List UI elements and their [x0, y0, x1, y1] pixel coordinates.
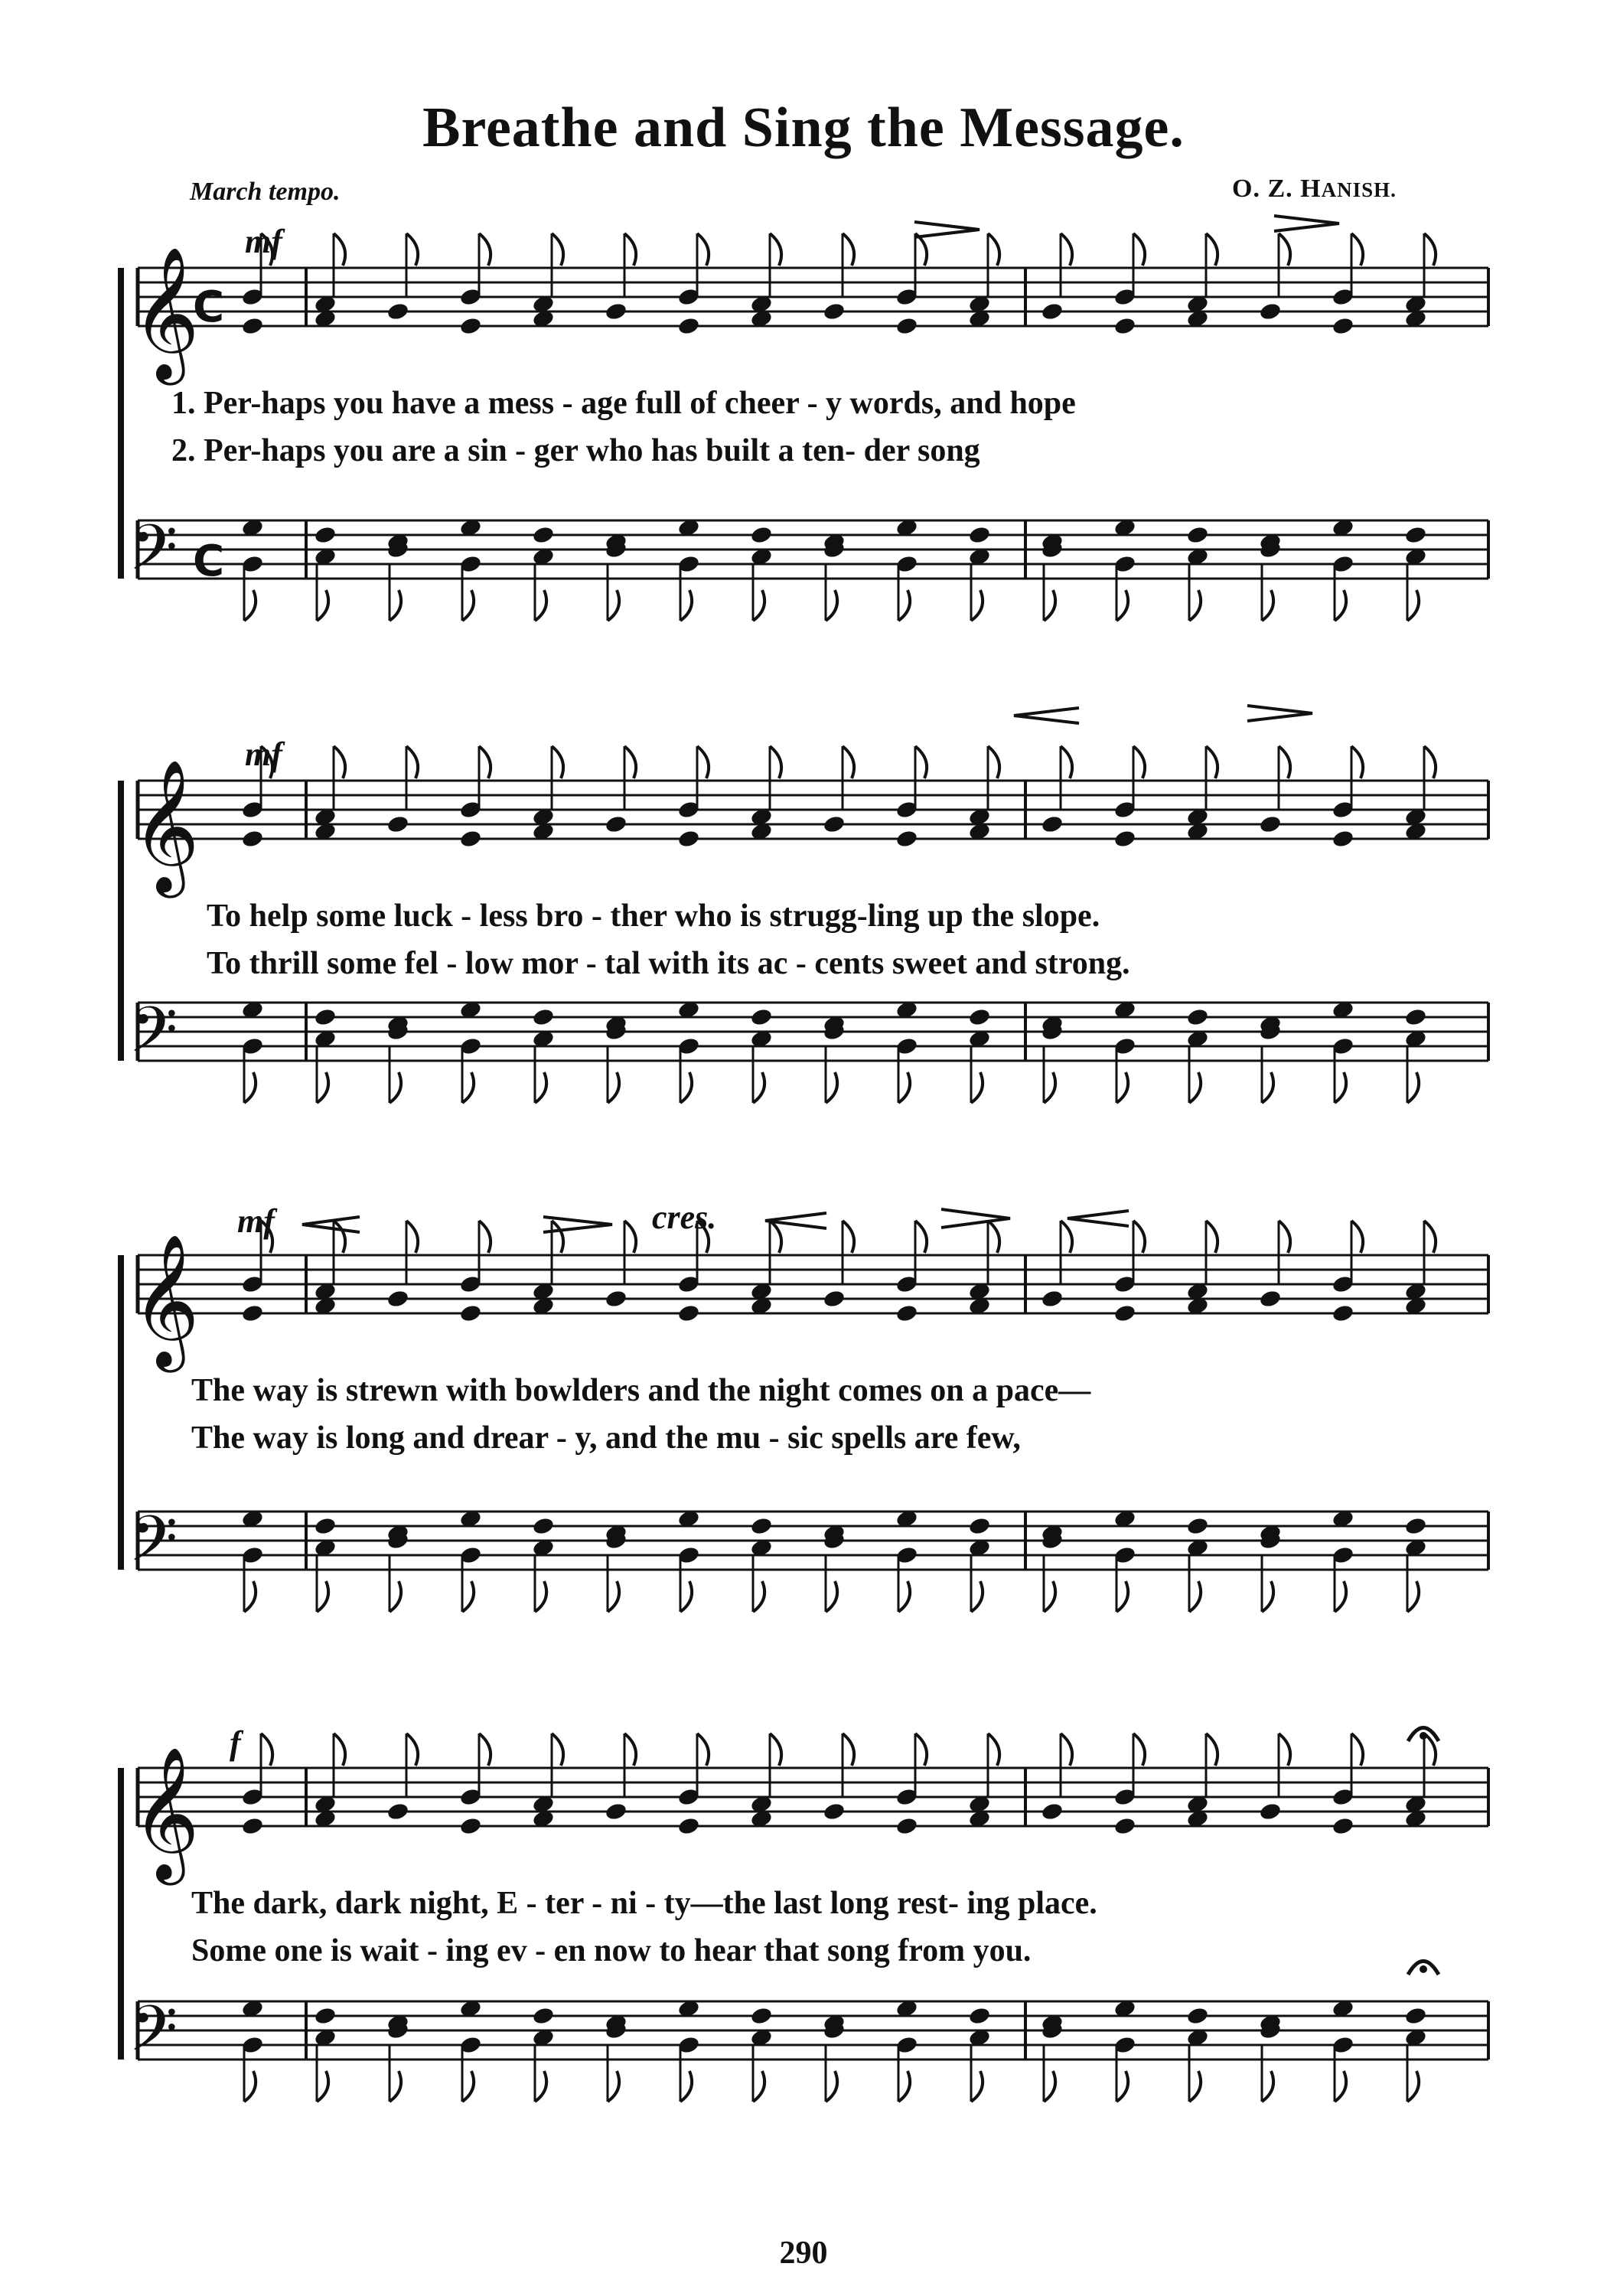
- note-flag: [390, 1072, 401, 1103]
- note-head: [1404, 1516, 1428, 1536]
- tempo-marking: March tempo.: [190, 178, 341, 206]
- note-flag: [1189, 1581, 1201, 1612]
- note-flag: [406, 1221, 418, 1253]
- verse-2-lyric: To thrill some fel - low mor - tal with its ac - cents sweet and strong.: [207, 946, 1130, 981]
- note-head: [1041, 1802, 1064, 1821]
- verse-2-lyric: Some one is wait - ing ev - en now to hear that song from you.: [191, 1933, 1032, 1968]
- note-flag: [843, 746, 854, 778]
- note-flag: [753, 1072, 764, 1103]
- note-flag: [390, 2071, 401, 2102]
- note-flag: [770, 1733, 781, 1766]
- note-flag: [915, 1221, 927, 1253]
- dynamic-mf-2: mf: [245, 735, 282, 773]
- note-head: [241, 1303, 265, 1323]
- bass-staff-4: [138, 1999, 1488, 2102]
- note-flag: [1262, 590, 1273, 621]
- note-head: [386, 302, 410, 321]
- note-flag: [479, 233, 491, 266]
- decrescendo-hairpin: [1274, 216, 1339, 231]
- note-head: [314, 1007, 337, 1027]
- note-flag: [479, 1733, 491, 1766]
- crescendo-hairpin: [1068, 1211, 1129, 1226]
- note-flag: [1407, 1072, 1419, 1103]
- note-flag: [244, 1072, 256, 1103]
- note-flag: [898, 590, 910, 621]
- note-head: [314, 1516, 337, 1536]
- note-flag: [1044, 1581, 1055, 1612]
- note-head: [386, 1289, 410, 1309]
- note-flag: [479, 1221, 491, 1253]
- crescendo-hairpin: [914, 222, 980, 237]
- verse-1-lyric: 1. Per-haps you have a mess - age full of cheer - y words, and hope: [171, 386, 1076, 421]
- note-flag: [1407, 1581, 1419, 1612]
- note-head: [1041, 302, 1064, 321]
- note-flag: [1189, 1072, 1201, 1103]
- note-head: [1404, 525, 1428, 545]
- note-head: [823, 1802, 846, 1821]
- note-head: [1186, 1007, 1210, 1027]
- note-flag: [915, 1733, 927, 1766]
- note-flag: [697, 233, 709, 266]
- note-head: [241, 1816, 265, 1836]
- note-flag: [462, 2071, 474, 2102]
- treble-staff-4: [138, 1733, 1488, 1836]
- dynamic-f-4: f: [230, 1724, 241, 1762]
- bass-clef-icon: 𝄢: [129, 993, 178, 1082]
- note-head: [241, 829, 265, 849]
- note-head: [241, 316, 265, 336]
- system-4: [129, 1724, 1488, 2102]
- note-flag: [680, 590, 692, 621]
- verse-2-lyric: The way is long and drear - y, and the mu - sic spells are few,: [191, 1420, 1021, 1456]
- note-flag: [462, 1581, 474, 1612]
- note-head: [386, 1802, 410, 1821]
- note-head: [1113, 1816, 1137, 1836]
- note-flag: [697, 1733, 709, 1766]
- note-flag: [680, 1072, 692, 1103]
- note-flag: [770, 746, 781, 778]
- note-head: [968, 1007, 992, 1027]
- crescendo-marking: cres.: [652, 1199, 717, 1236]
- note-flag: [898, 1581, 910, 1612]
- note-flag: [334, 1733, 345, 1766]
- bass-clef-icon: 𝄢: [129, 510, 178, 600]
- note-head: [823, 814, 846, 834]
- note-flag: [1116, 1581, 1128, 1612]
- note-flag: [843, 233, 854, 266]
- note-head: [823, 302, 846, 321]
- note-head: [605, 1802, 628, 1821]
- note-flag: [988, 746, 999, 778]
- crescendo-hairpin: [302, 1217, 360, 1232]
- note-flag: [680, 2071, 692, 2102]
- note-flag: [244, 1581, 256, 1612]
- note-flag: [390, 590, 401, 621]
- composer-surname-rest: ANISH.: [1321, 178, 1397, 201]
- note-flag: [479, 746, 491, 778]
- note-flag: [1206, 746, 1217, 778]
- note-flag: [244, 590, 256, 621]
- note-head: [968, 2006, 992, 2026]
- note-flag: [608, 2071, 619, 2102]
- note-flag: [552, 1221, 563, 1253]
- note-flag: [1061, 1733, 1072, 1766]
- treble-staff-3: [138, 1221, 1488, 1323]
- note-flag: [1335, 2071, 1346, 2102]
- note-head: [677, 829, 701, 849]
- bass-staff-1: [138, 518, 1488, 621]
- note-head: [1041, 814, 1064, 834]
- note-flag: [971, 590, 983, 621]
- note-flag: [406, 233, 418, 266]
- note-flag: [898, 2071, 910, 2102]
- note-head: [750, 2006, 774, 2026]
- note-flag: [624, 233, 636, 266]
- note-flag: [535, 1072, 546, 1103]
- note-head: [677, 316, 701, 336]
- note-flag: [843, 1733, 854, 1766]
- treble-staff-1: [138, 233, 1488, 336]
- note-head: [459, 316, 483, 336]
- note-head: [895, 829, 919, 849]
- treble-clef-icon: 𝄞: [132, 759, 200, 892]
- note-head: [1113, 829, 1137, 849]
- note-flag: [898, 1072, 910, 1103]
- note-flag: [1351, 1733, 1363, 1766]
- note-flag: [770, 233, 781, 266]
- note-head: [1404, 2006, 1428, 2026]
- note-flag: [1133, 1733, 1145, 1766]
- note-flag: [915, 746, 927, 778]
- fermata-dot: [1420, 1965, 1427, 1973]
- note-flag: [1424, 1221, 1436, 1253]
- note-head: [1332, 829, 1355, 849]
- note-flag: [1279, 233, 1290, 266]
- note-flag: [624, 746, 636, 778]
- composer-initials: O. Z.: [1232, 174, 1293, 203]
- note-flag: [552, 1733, 563, 1766]
- bass-staff-3: [138, 1509, 1488, 1612]
- note-flag: [1044, 1072, 1055, 1103]
- note-flag: [826, 1072, 837, 1103]
- note-flag: [535, 2071, 546, 2102]
- note-flag: [1116, 590, 1128, 621]
- note-flag: [624, 1221, 636, 1253]
- note-head: [1259, 814, 1283, 834]
- note-head: [1332, 1303, 1355, 1323]
- verse-1-lyric: To help some luck - less bro - ther who is strugg-ling up the slope.: [207, 899, 1100, 934]
- bass-clef-icon: 𝄢: [129, 1991, 178, 2081]
- note-head: [895, 1816, 919, 1836]
- note-flag: [1262, 1072, 1273, 1103]
- note-head: [1332, 1816, 1355, 1836]
- note-flag: [390, 1581, 401, 1612]
- note-flag: [1044, 590, 1055, 621]
- note-head: [1113, 316, 1137, 336]
- note-flag: [680, 1581, 692, 1612]
- bass-staff-2: [138, 1000, 1488, 1103]
- note-flag: [608, 590, 619, 621]
- bass-clef-icon: 𝄢: [129, 1502, 178, 1591]
- note-flag: [971, 1581, 983, 1612]
- composer-surname-initial: H: [1300, 174, 1322, 203]
- note-flag: [1335, 1072, 1346, 1103]
- note-flag: [462, 1072, 474, 1103]
- dynamic-mf-3: mf: [237, 1202, 275, 1240]
- note-flag: [317, 1072, 328, 1103]
- note-head: [968, 1516, 992, 1536]
- treble-clef-icon: 𝄞: [132, 1746, 200, 1880]
- fermata-dot: [1420, 1732, 1427, 1740]
- note-head: [532, 1007, 556, 1027]
- note-head: [532, 1516, 556, 1536]
- crescendo-hairpin: [1014, 708, 1079, 723]
- note-flag: [1351, 1221, 1363, 1253]
- note-flag: [1262, 1581, 1273, 1612]
- note-head: [677, 1303, 701, 1323]
- note-flag: [1189, 2071, 1201, 2102]
- note-flag: [843, 1221, 854, 1253]
- note-head: [895, 316, 919, 336]
- note-flag: [971, 2071, 983, 2102]
- note-flag: [552, 746, 563, 778]
- decrescendo-hairpin: [1247, 706, 1312, 721]
- note-flag: [826, 590, 837, 621]
- note-flag: [261, 1733, 272, 1766]
- note-flag: [244, 2071, 256, 2102]
- note-flag: [826, 2071, 837, 2102]
- note-flag: [406, 1733, 418, 1766]
- note-flag: [1206, 1733, 1217, 1766]
- note-flag: [1279, 1733, 1290, 1766]
- note-head: [1259, 1289, 1283, 1309]
- note-flag: [1335, 1581, 1346, 1612]
- note-flag: [1407, 2071, 1419, 2102]
- verse-2-lyric: 2. Per-haps you are a sin - ger who has built a ten- der song: [171, 433, 980, 468]
- note-flag: [608, 1581, 619, 1612]
- note-flag: [608, 1072, 619, 1103]
- note-flag: [334, 746, 345, 778]
- note-head: [605, 302, 628, 321]
- note-flag: [988, 1221, 999, 1253]
- note-flag: [1061, 746, 1072, 778]
- note-flag: [317, 2071, 328, 2102]
- note-flag: [1407, 590, 1419, 621]
- note-flag: [1424, 746, 1436, 778]
- note-head: [895, 1303, 919, 1323]
- note-flag: [1279, 746, 1290, 778]
- note-head: [459, 1303, 483, 1323]
- note-flag: [334, 1221, 345, 1253]
- note-head: [605, 1289, 628, 1309]
- note-flag: [1335, 590, 1346, 621]
- note-head: [750, 1007, 774, 1027]
- note-flag: [1133, 233, 1145, 266]
- note-flag: [988, 1733, 999, 1766]
- note-flag: [1116, 2071, 1128, 2102]
- note-head: [532, 2006, 556, 2026]
- note-head: [459, 1816, 483, 1836]
- note-flag: [1206, 1221, 1217, 1253]
- note-flag: [1189, 590, 1201, 621]
- note-head: [1186, 2006, 1210, 2026]
- note-flag: [406, 746, 418, 778]
- page-number: 290: [779, 2236, 828, 2271]
- note-head: [677, 1816, 701, 1836]
- note-flag: [1279, 1221, 1290, 1253]
- note-head: [605, 814, 628, 834]
- note-flag: [535, 590, 546, 621]
- note-flag: [1424, 233, 1436, 266]
- note-head: [750, 1516, 774, 1536]
- note-head: [1332, 316, 1355, 336]
- note-flag: [1206, 233, 1217, 266]
- note-flag: [535, 1581, 546, 1612]
- common-time-icon: C: [193, 536, 225, 586]
- note-flag: [1133, 746, 1145, 778]
- note-head: [1186, 1516, 1210, 1536]
- note-flag: [753, 2071, 764, 2102]
- note-flag: [1044, 2071, 1055, 2102]
- system-3: [129, 1199, 1488, 1612]
- verse-1-lyric: The dark, dark night, E - ter - ni - ty—the last long rest- ing place.: [191, 1886, 1097, 1921]
- dynamic-mf-1: mf: [245, 223, 282, 260]
- note-head: [968, 525, 992, 545]
- note-flag: [697, 746, 709, 778]
- note-flag: [317, 590, 328, 621]
- note-flag: [1351, 233, 1363, 266]
- note-flag: [1116, 1072, 1128, 1103]
- note-head: [314, 2006, 337, 2026]
- note-head: [314, 525, 337, 545]
- verse-1-lyric: The way is strewn with bowlders and the night comes on a pace—: [191, 1373, 1091, 1408]
- treble-clef-icon: 𝄞: [132, 1234, 200, 1367]
- treble-clef-icon: 𝄞: [132, 246, 200, 380]
- note-flag: [1133, 1221, 1145, 1253]
- note-flag: [1061, 233, 1072, 266]
- note-flag: [1061, 1221, 1072, 1253]
- note-head: [386, 814, 410, 834]
- note-flag: [826, 1581, 837, 1612]
- note-flag: [462, 590, 474, 621]
- note-head: [1113, 1303, 1137, 1323]
- note-flag: [334, 233, 345, 266]
- note-head: [1041, 1289, 1064, 1309]
- treble-staff-2: [138, 746, 1488, 849]
- note-head: [750, 525, 774, 545]
- note-head: [459, 829, 483, 849]
- note-flag: [971, 1072, 983, 1103]
- note-flag: [770, 1221, 781, 1253]
- system-2: [129, 706, 1488, 1103]
- note-head: [823, 1289, 846, 1309]
- decrescendo-hairpin: [941, 1209, 1010, 1228]
- note-flag: [988, 233, 999, 266]
- note-flag: [1351, 746, 1363, 778]
- hymn-title: Breathe and Sing the Message.: [422, 96, 1185, 159]
- note-head: [1404, 1007, 1428, 1027]
- note-flag: [317, 1581, 328, 1612]
- note-flag: [753, 590, 764, 621]
- note-head: [1259, 302, 1283, 321]
- note-flag: [753, 1581, 764, 1612]
- decrescendo-hairpin: [543, 1217, 612, 1232]
- system-1: [129, 216, 1488, 621]
- note-flag: [552, 233, 563, 266]
- note-head: [1186, 525, 1210, 545]
- note-flag: [624, 1733, 636, 1766]
- common-time-icon: C: [193, 282, 225, 332]
- note-flag: [1262, 2071, 1273, 2102]
- note-head: [532, 525, 556, 545]
- note-head: [1259, 1802, 1283, 1821]
